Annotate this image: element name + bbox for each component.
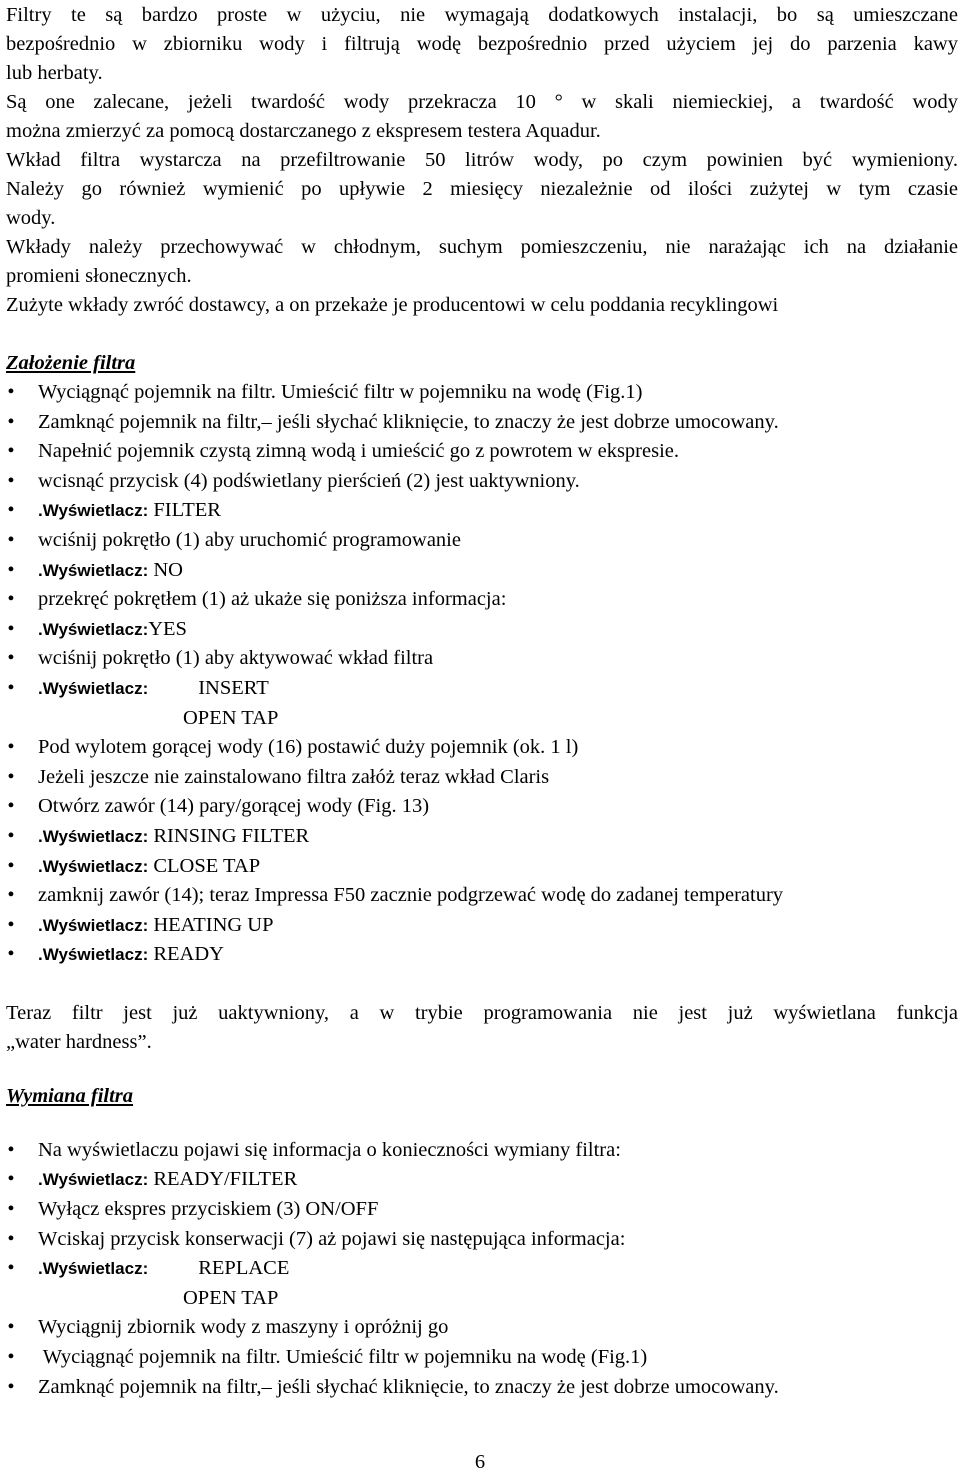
list-item: • Wyciągnąć pojemnik na filtr. Umieścić filtr w pojemniku na wodę (Fig.1) <box>6 378 958 408</box>
intro-paragraph-6: Zużyte wkłady zwróć dostawcy, a on przekaże je producentowi w celu poddania recyklingowi <box>6 294 779 316</box>
display-value: REPLACE <box>198 1257 290 1280</box>
display-label: .Wyświetlacz: <box>38 678 149 698</box>
display-item <box>6 674 958 704</box>
bullet-icon: • <box>7 617 15 640</box>
list-item: • Zamknąć pojemnik na filtr,– jeśli słychać kliknięcie, to znaczy że jest dobrze umocowany. <box>6 408 958 438</box>
display-label: .Wyświetlacz: <box>38 1259 149 1279</box>
list-item: • Wciskaj przycisk konserwacji (7) aż pojawi się następująca informacja: <box>6 1225 958 1255</box>
list-item: • przekręć pokrętłem (1) aż ukaże się poniższa informacja: <box>6 585 958 615</box>
display-label: .Wyświetlacz: <box>38 856 149 876</box>
after-line: Teraz filtr jest już uaktywniony, a w trybie programowania nie jest już wyświetlana funkcja <box>6 1001 958 1024</box>
display-value: NO <box>153 558 183 581</box>
bullet-icon: • <box>7 1198 15 1221</box>
display-item <box>6 911 958 941</box>
display-item <box>6 496 958 526</box>
display-value: YES <box>148 617 187 640</box>
bullet-icon: • <box>7 913 15 936</box>
intro-line: bezpośrednio w zbiorniku wody i filtrują wodę bezpośrednio przed użyciem jej do parzenia kawy <box>6 33 958 55</box>
display-label: .Wyświetlacz: <box>38 560 149 580</box>
intro-paragraph-1 <box>6 1 958 88</box>
bullet-icon: • <box>7 588 15 611</box>
display-item <box>6 556 958 586</box>
display-item-continuation <box>6 1284 958 1314</box>
bullet-icon: • <box>7 1138 15 1161</box>
display-label: .Wyświetlacz: <box>38 915 149 935</box>
replace-steps-list <box>6 1136 958 1402</box>
list-item: • Na wyświetlaczu pojawi się informacja o konieczności wymiany filtra: <box>6 1136 958 1166</box>
bullet-icon: • <box>7 469 15 492</box>
display-label: .Wyświetlacz: <box>38 945 149 965</box>
bullet-icon: • <box>7 854 15 877</box>
bullet-icon: • <box>7 795 15 818</box>
intro-line: Są one zalecane, jeżeli twardość wody przekracza 10 ° w skali niemieckiej, a twardość wody <box>6 91 958 113</box>
display-item <box>6 852 958 882</box>
bullet-icon: • <box>7 647 15 670</box>
bullet-icon: • <box>7 410 15 433</box>
list-item: • Wyciągnąć pojemnik na filtr. Umieścić filtr w pojemniku na wodę (Fig.1) <box>6 1343 958 1373</box>
bullet-icon: • <box>7 943 15 966</box>
display-label: .Wyświetlacz: <box>38 501 149 521</box>
bullet-icon: • <box>7 1257 15 1280</box>
display-label: .Wyświetlacz: <box>38 826 149 846</box>
intro-line: lub herbaty. <box>6 62 103 84</box>
intro-line: wody. <box>6 207 56 229</box>
install-steps-list <box>6 378 958 970</box>
after-paragraph <box>6 999 958 1057</box>
display-value: INSERT <box>198 676 269 699</box>
display-item <box>6 1165 958 1195</box>
bullet-icon: • <box>7 1168 15 1191</box>
after-line: „water hardness”. <box>6 1030 152 1053</box>
display-value: HEATING UP <box>153 913 274 936</box>
display-value: READY <box>153 943 224 966</box>
intro-paragraph-2 <box>6 88 958 146</box>
bullet-icon: • <box>7 1227 15 1250</box>
display-value: OPEN TAP <box>183 706 279 729</box>
display-item <box>6 615 958 645</box>
bullet-icon: • <box>7 884 15 907</box>
list-item: • Wyłącz ekspres przyciskiem (3) ON/OFF <box>6 1195 958 1225</box>
bullet-icon: • <box>7 381 15 403</box>
display-item <box>6 1254 958 1284</box>
section-heading-install: Założenie filtra <box>6 352 136 374</box>
list-item: • zamknij zawór (14); teraz Impressa F50 zacznie podgrzewać wodę do zadanej temperatury <box>6 881 958 911</box>
bullet-icon: • <box>7 1346 15 1369</box>
display-value: READY/FILTER <box>153 1168 298 1191</box>
page-number: 6 <box>474 1451 486 1473</box>
intro-line: Należy go również wymienić po upływie 2 miesięcy niezależnie od ilości zużytej w tym czasie <box>6 178 958 200</box>
display-item <box>6 940 958 970</box>
list-item: • Napełnić pojemnik czystą zimną wodą i umieścić go z powrotem w ekspresie. <box>6 437 958 467</box>
display-value: CLOSE TAP <box>153 854 261 877</box>
bullet-icon: • <box>7 528 15 551</box>
bullet-icon: • <box>7 1375 15 1398</box>
bullet-icon: • <box>7 736 15 759</box>
intro-paragraph-5 <box>6 233 958 291</box>
section-heading-replace: Wymiana filtra <box>6 1084 134 1107</box>
display-item-continuation <box>6 704 958 734</box>
intro-paragraph-3: Wkład filtra wystarcza na przefiltrowanie 50 litrów wody, po czym powinien być wymieniony. <box>6 149 958 171</box>
intro-line: Filtry te są bardzo proste w użyciu, nie wymagają dodatkowych instalacji, bo są umieszczane <box>6 4 958 26</box>
intro-line: Wkłady należy przechowywać w chłodnym, suchym pomieszczeniu, nie narażając ich na działanie <box>6 236 958 258</box>
bullet-icon: • <box>7 765 15 788</box>
display-value: RINSING FILTER <box>153 824 310 847</box>
intro-line: można zmierzyć za pomocą dostarczanego z ekspresem testera Aquadur. <box>6 120 601 142</box>
list-item: • Zamknąć pojemnik na filtr,– jeśli słychać kliknięcie, to znaczy że jest dobrze umocowany. <box>6 1373 958 1403</box>
bullet-icon: • <box>7 1316 15 1339</box>
list-item: • Jeżeli jeszcze nie zainstalowano filtra załóż teraz wkład Claris <box>6 763 958 793</box>
document-page <box>6 0 958 1402</box>
bullet-icon: • <box>7 676 15 699</box>
display-value: OPEN TAP <box>183 1286 279 1309</box>
list-item: • wciśnij pokrętło (1) aby aktywować wkład filtra <box>6 644 958 674</box>
intro-line: promieni słonecznych. <box>6 265 192 287</box>
list-item: • wcisnąć przycisk (4) podświetlany pierścień (2) jest uaktywniony. <box>6 467 958 497</box>
list-item: • wciśnij pokrętło (1) aby uruchomić programowanie <box>6 526 958 556</box>
bullet-icon: • <box>7 824 15 847</box>
list-item: • Otwórz zawór (14) pary/gorącej wody (Fig. 13) <box>6 792 958 822</box>
list-item: • Wyciągnij zbiornik wody z maszyny i opróżnij go <box>6 1313 958 1343</box>
display-label: .Wyświetlacz: <box>38 1170 149 1190</box>
display-value: FILTER <box>153 499 221 522</box>
bullet-icon: • <box>7 558 15 581</box>
intro-paragraph-4 <box>6 175 958 233</box>
list-item: • Pod wylotem gorącej wody (16) postawić duży pojemnik (ok. 1 l) <box>6 733 958 763</box>
bullet-icon: • <box>7 440 15 463</box>
bullet-icon: • <box>7 499 15 522</box>
display-item <box>6 822 958 852</box>
display-label: .Wyświetlacz: <box>38 619 149 639</box>
